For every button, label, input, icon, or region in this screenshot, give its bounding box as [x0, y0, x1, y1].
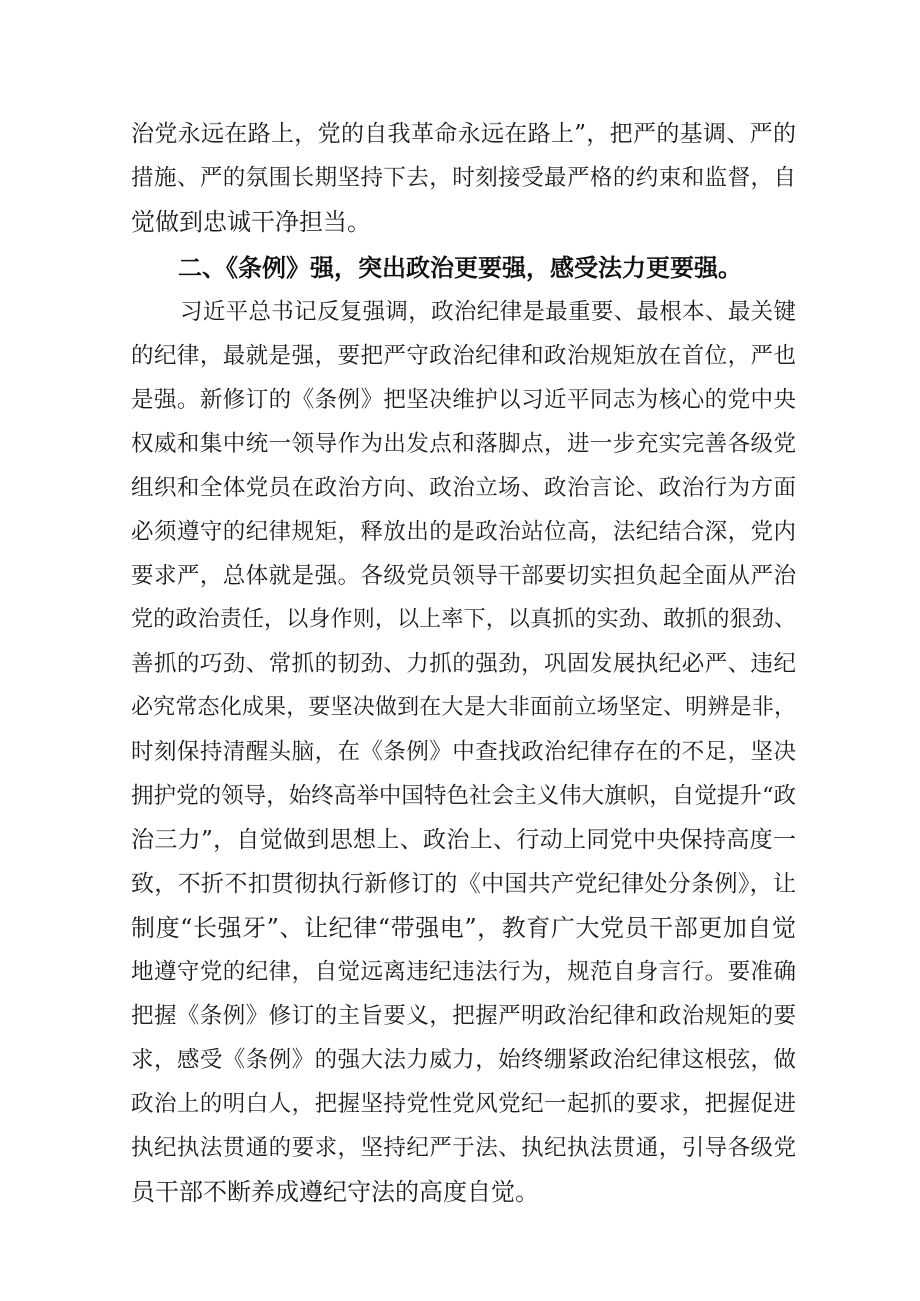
body-line-2: 的纪律，最就是强，要把严守政治纪律和政治规矩放在首位，严也 [131, 343, 796, 369]
body-line-19: 政治上的明白人，把握坚持党性党风党纪一起抓的要求，把握促进 [131, 1091, 796, 1117]
body-line-8: 党的政治责任，以身作则，以上率下，以真抓的实劲、敢抓的狠劲、 [131, 607, 796, 632]
intro-line-3: 觉做到忠诚干净担当。 [131, 208, 371, 236]
body-line-9: 善抓的巧劲、常抓的韧劲、力抓的强劲，巩固发展执纪必严、违纪 [131, 651, 796, 677]
body-line-12: 拥护党的领导，始终高举中国特色社会主义伟大旗帜，自觉提升“政 [131, 783, 796, 809]
body-line-11: 时刻保持清醒头脑，在《条例》中查找政治纪律存在的不足，坚决 [131, 739, 796, 765]
intro-line-2: 措施、严的氛围长期坚持下去，时刻接受最严格的约束和监督，自 [131, 165, 796, 191]
body-line-6: 必须遵守的纪律规矩，释放出的是政治站位高，法纪结合深，党内 [131, 519, 796, 545]
body-line-14: 致，不折不扣贯彻执行新修订的《中国共产党纪律处分条例》，让 [131, 871, 796, 897]
body-line-13: 治三力”，自觉做到思想上、政治上、行动上同党中央保持高度一 [131, 827, 796, 853]
body-line-5: 组织和全体党员在政治方向、政治立场、政治言论、政治行为方面 [131, 475, 796, 501]
body-line-21: 员干部不断养成遵纪守法的高度自觉。 [131, 1178, 539, 1206]
body-line-16: 地遵守党的纪律，自觉远离违纪违法行为，规范自身言行。要准确 [131, 959, 796, 985]
body-line-3: 是强。新修订的《条例》把坚决维护以习近平同志为核心的党中央 [131, 387, 796, 413]
body-line-20: 执纪执法贯通的要求，坚持纪严于法、执纪执法贯通，引导各级党 [131, 1135, 796, 1161]
body-line-18: 求，感受《条例》的强大法力威力，始终绷紧政治纪律这根弦，做 [131, 1047, 796, 1073]
body-line-7: 要求严，总体就是强。各级党员领导干部要切实担负起全面从严治 [131, 563, 796, 589]
body-line-17: 把握《条例》修订的主旨要义，把握严明政治纪律和政治规矩的要 [131, 1003, 796, 1029]
body-line-4: 权威和集中统一领导作为出发点和落脚点，进一步充实完善各级党 [131, 431, 796, 457]
body-line-1: 习近平总书记反复强调，政治纪律是最重要、最根本、最关键 [180, 299, 796, 325]
body-line-15: 制度“长强牙”、让纪律“带强电”，教育广大党员干部更加自觉 [131, 914, 796, 942]
intro-line-1: 治党永远在路上，党的自我革命永远在路上”，把严的基调、严的 [131, 121, 796, 147]
section-heading: 二、《条例》强，突出政治更要强，感受法力更要强。 [178, 254, 742, 282]
body-line-10: 必究常态化成果，要坚决做到在大是大非面前立场坚定、明辨是非， [131, 695, 796, 720]
